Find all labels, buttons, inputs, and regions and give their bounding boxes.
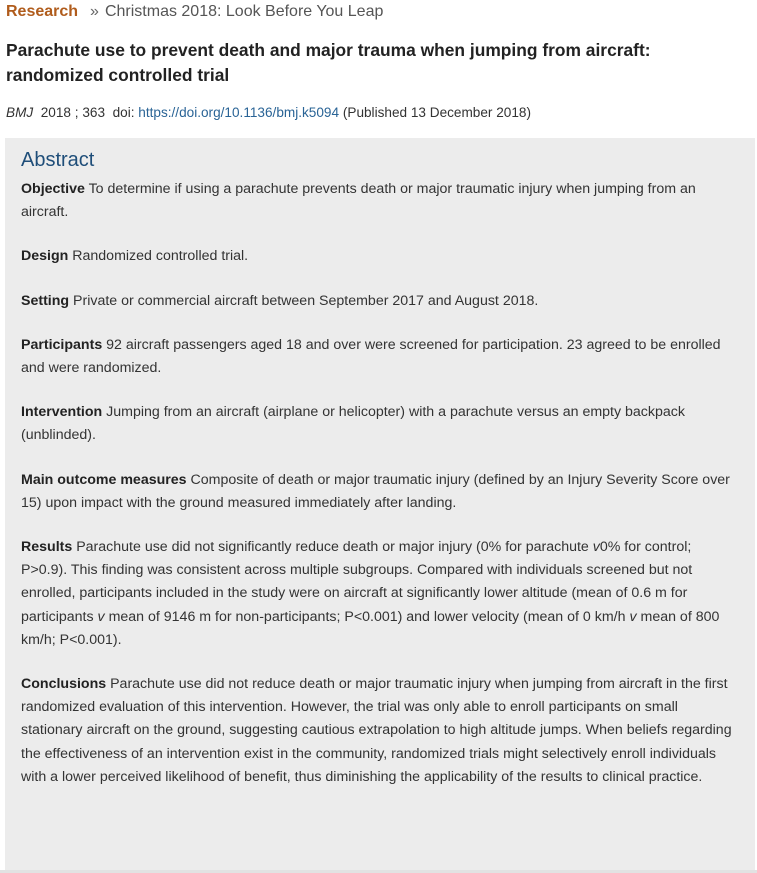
results-text-part4: mean of 800 km/h; P<0.001). — [21, 608, 720, 648]
doi-link[interactable]: https://doi.org/10.1136/bmj.k5094 — [138, 105, 340, 120]
main-outcome-measures-text: Composite of death or major traumatic injury (defined by an Injury Severity Score over 15) upon impact with the ground measured immediately after landing. — [21, 471, 730, 511]
results-label: Results — [21, 539, 73, 556]
citation-year: 2018 — [40, 105, 71, 120]
citation-volume: ; 363 — [74, 105, 106, 120]
abstract-objective — [21, 178, 741, 224]
abstract-setting — [21, 290, 741, 313]
results-versus-3: v — [629, 608, 637, 625]
design-label: Design — [21, 248, 69, 265]
conclusions-label: Conclusions — [21, 676, 107, 693]
conclusions-text: Parachute use did not reduce death or major traumatic injury when jumping from aircraft in the first randomized evaluation of this intervention. However, the trial was only able to enroll participants on small stationary aircraft on the ground, suggesting cautious extrapolation to high altitude jumps. When beliefs regarding the effectiveness of an intervention exist in the community, randomized trials might selectively enroll individuals with a lower perceived likelihood of benefit, thus diminishing the applicability of the results to clinical practice. — [21, 676, 732, 785]
participants-label: Participants — [21, 336, 103, 353]
abstract-design — [21, 245, 741, 268]
breadcrumb-separator: » — [90, 3, 99, 20]
design-text: Randomized controlled trial. — [72, 248, 249, 265]
results-text-part1: Parachute use did not significantly reduce death or major injury (0% for parachute — [76, 539, 589, 556]
results-versus-2: v — [97, 608, 105, 625]
abstract-intervention — [21, 401, 741, 447]
results-text-part3: mean of 9146 m for non-participants; P<0.001) and lower velocity (mean of 0 km/h — [108, 608, 626, 625]
breadcrumb-collection-link[interactable]: Christmas 2018: Look Before You Leap — [104, 3, 384, 20]
objective-text: To determine if using a parachute prevents death or major traumatic injury when jumping from an aircraft. — [21, 181, 696, 221]
breadcrumb-section-link[interactable]: Research — [6, 3, 79, 20]
intervention-text: Jumping from an aircraft (airplane or helicopter) with a parachute versus an empty backpack (unblinded). — [21, 404, 685, 444]
objective-label: Objective — [21, 181, 85, 197]
breadcrumb — [6, 1, 383, 23]
article-title: Parachute use to prevent death and major trauma when jumping from aircraft: randomized controlled trial — [6, 40, 651, 85]
abstract-results — [21, 536, 741, 652]
citation-published-date: (Published 13 December 2018) — [342, 105, 531, 120]
intervention-label: Intervention — [21, 404, 103, 421]
abstract-main-outcome-measures — [21, 469, 741, 515]
citation-doi-label: doi: — [112, 105, 135, 120]
citation-journal: BMJ — [6, 105, 34, 120]
results-text-part2: 0% for control; P>0.9). This finding was consistent across multiple subgroups. Compared with individuals screened but not enrolled, participants included in the study were on aircraft at significantly lower altitude (mean of 0.6 m for participants — [21, 539, 693, 625]
results-versus-1: v — [592, 539, 600, 556]
participants-text: 92 aircraft passengers aged 18 and over were screened for participation. 23 agreed to be enrolled and were randomized. — [21, 336, 721, 377]
main-outcome-measures-label: Main outcome measures — [21, 471, 187, 488]
abstract-heading: Abstract — [21, 149, 95, 171]
abstract-conclusions — [21, 673, 741, 789]
article-citation — [6, 103, 531, 123]
setting-text: Private or commercial aircraft between September 2017 and August 2018. — [73, 292, 539, 309]
abstract-participants — [21, 334, 741, 380]
abstract-panel — [5, 138, 755, 870]
setting-label: Setting — [21, 292, 70, 309]
